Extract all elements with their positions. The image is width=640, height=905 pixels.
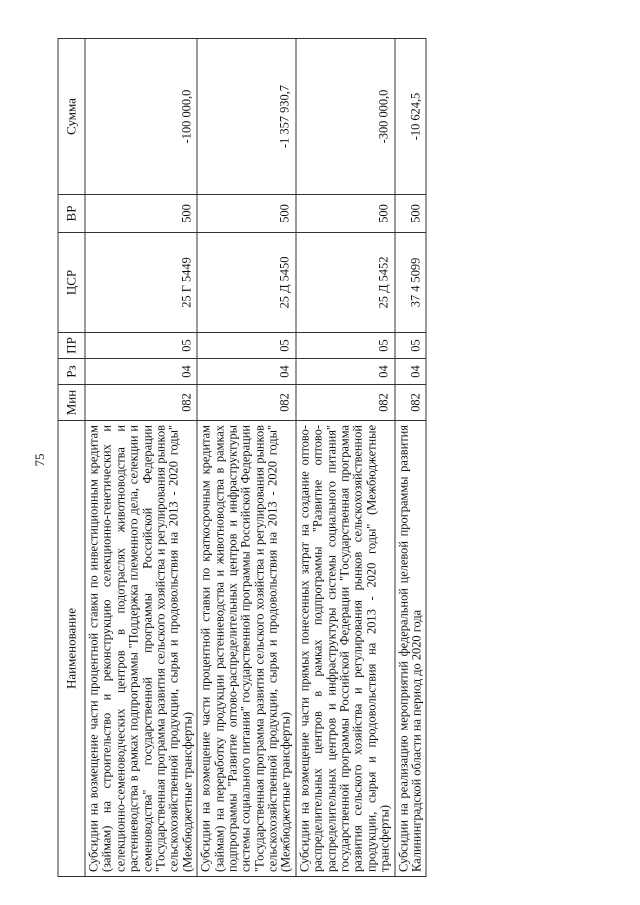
row-name: Субсидии на возмещение части прямых понесенных затрат на создание оптово-распределительных центров в рамках подпрограммы "Развитие оптово-распределительных центров и инфраструктуры системы социального питания" государственной программы Российской Федерации "Государственная программа развития сельского хозяйства и регулирования рынков сельскохозяйственной продукции, сырья и продовольствия на 2013 - 2020 годы" (Межбюджетные трансферты) (296, 421, 395, 877)
row-min: 082 (296, 385, 395, 421)
row-min: 082 (197, 385, 296, 421)
row-min: 082 (85, 385, 197, 421)
header-sum: Сумма (58, 39, 85, 195)
row-pr: 05 (296, 333, 395, 359)
header-csr: ЦСР (58, 233, 85, 333)
header-name: Наименование (58, 421, 85, 877)
row-pr: 05 (85, 333, 197, 359)
page-number: 75 (32, 453, 47, 467)
row-sum: -1 357 930,7 (197, 39, 296, 195)
row-vr: 500 (197, 195, 296, 233)
header-rz: Рз (58, 359, 85, 385)
row-rz: 04 (395, 359, 427, 385)
header-pr: ПР (58, 333, 85, 359)
row-name: Субсидии на возмещение части процентной ставки по краткосрочным кредитам (займам) на переработку продукции растениеводства и животноводства в рамках подпрограммы "Развитие оптово-распределительных центров и инфраструктуры системы социального питания" государственной программы Российской Федерации "Государственная программа развития сельского хозяйства и регулирования рынков сельскохозяйственной продукции, сырья и продовольствия на 2013 - 2020 годы" (Межбюджетные трансферты) (197, 421, 296, 877)
rotated-document (58, 39, 583, 877)
row-name: Субсидии на реализацию мероприятий федеральной целевой программы развития Калининградской области на период до 2020 года (395, 421, 427, 877)
row-sum: -100 000,0 (85, 39, 197, 195)
table-row (395, 39, 427, 877)
table-row (85, 39, 197, 877)
table-row (197, 39, 296, 877)
header-vr: ВР (58, 195, 85, 233)
row-csr: 37 4 5099 (395, 233, 427, 333)
row-rz: 04 (296, 359, 395, 385)
row-sum: -300 000,0 (296, 39, 395, 195)
table-row (296, 39, 395, 877)
header-min: Мин (58, 385, 85, 421)
row-vr: 500 (395, 195, 427, 233)
row-vr: 500 (296, 195, 395, 233)
row-rz: 04 (197, 359, 296, 385)
row-rz: 04 (85, 359, 197, 385)
row-pr: 05 (197, 333, 296, 359)
row-csr: 25 Г 5449 (85, 233, 197, 333)
row-min: 082 (395, 385, 427, 421)
row-sum: -10 624,5 (395, 39, 427, 195)
row-pr: 05 (395, 333, 427, 359)
row-name: Субсидии на возмещение части процентной ставки по инвестиционным кредитам (займам) на строительство и реконструкцию селекционно-генетических и селекционно-семеноводческих центров в подотраслях животноводства и растениеводства в рамках подпрограммы "Поддержка племенного дела, селекции и семеноводства" государственной программы Российской Федерации "Государственная программа развития сельского хозяйства и регулирования рынков сельскохозяйственной продукции, сырья и продовольствия на 2013 - 2020 годы" (Межбюджетные трансферты) (85, 421, 197, 877)
row-vr: 500 (85, 195, 197, 233)
budget-table (58, 38, 427, 877)
table-header-row (58, 39, 85, 877)
row-csr: 25 Д 5450 (197, 233, 296, 333)
row-csr: 25 Д 5452 (296, 233, 395, 333)
